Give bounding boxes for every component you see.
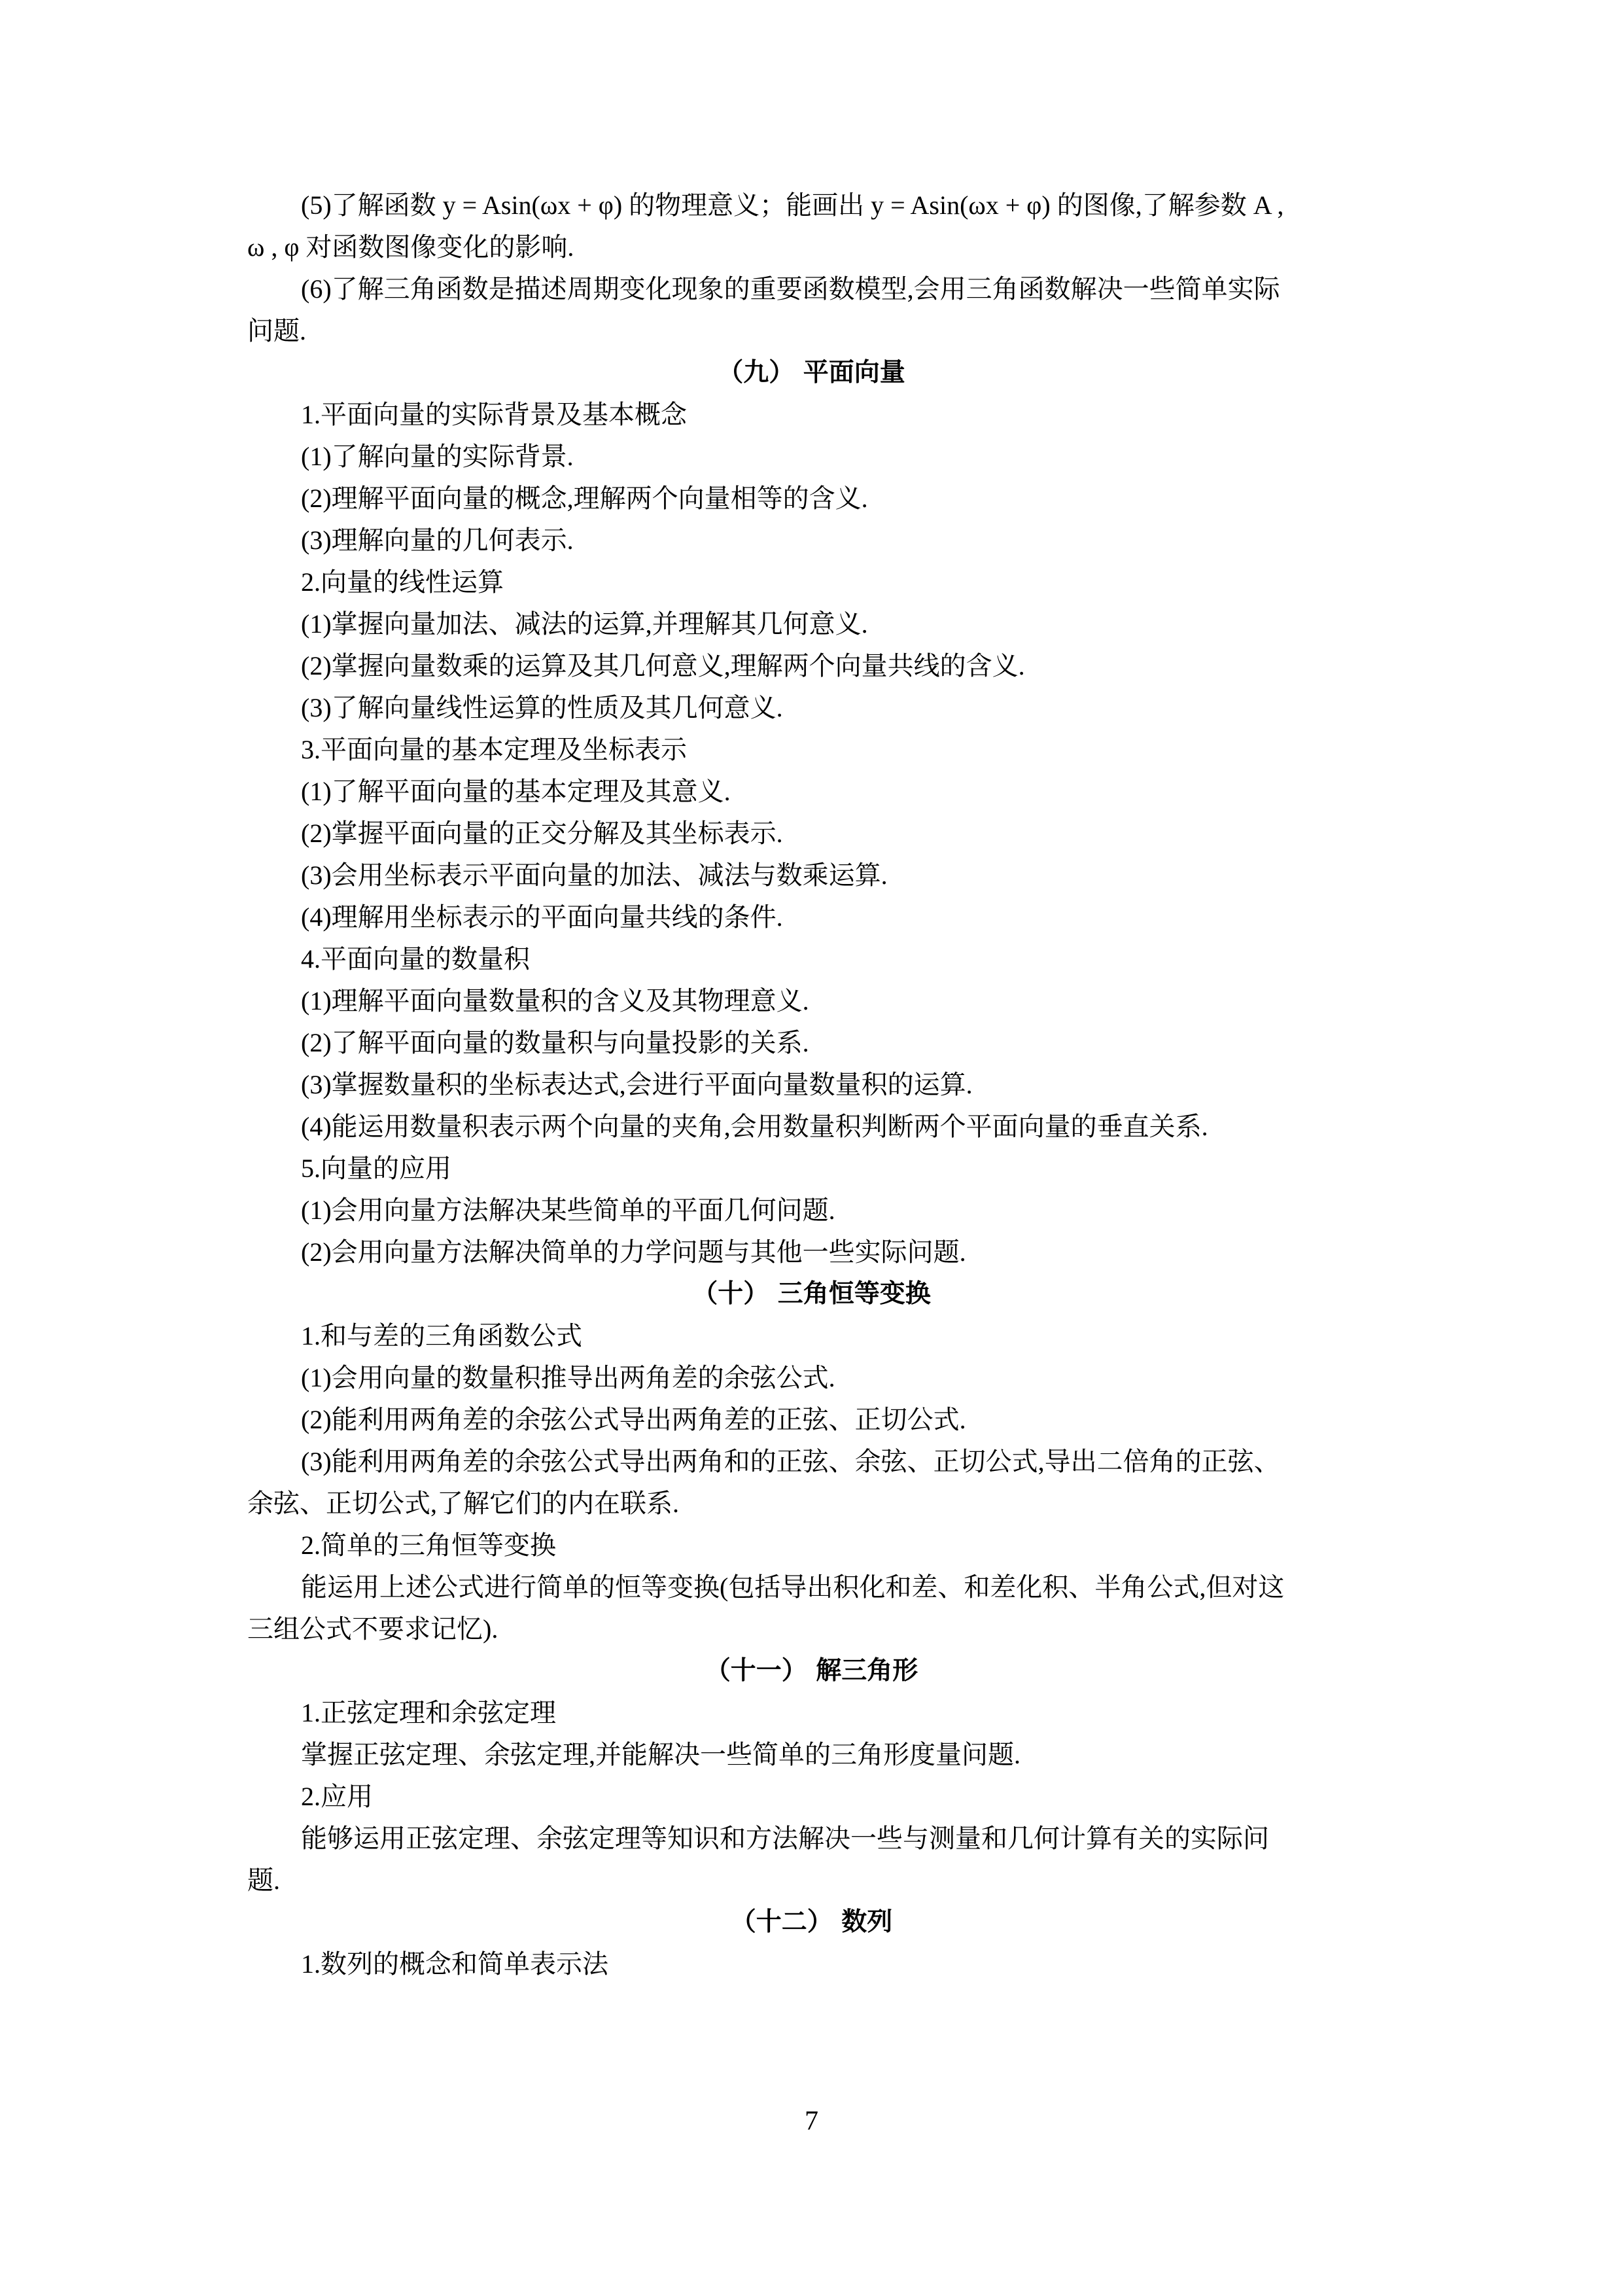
section-heading: （十一） 解三角形 (705, 1656, 918, 1686)
text-line: (2)掌握向量数乘的运算及其几何意义,理解两个向量共线的含义. (301, 651, 1025, 680)
text-line: (3)了解向量线性运算的性质及其几何意义. (301, 693, 783, 722)
text-line: (2)掌握平面向量的正交分解及其坐标表示. (301, 819, 783, 848)
text-line: (1)掌握向量加法、减法的运算,并理解其几何意义. (301, 609, 868, 639)
text-line: (2)理解平面向量的概念,理解两个向量相等的含义. (301, 484, 868, 513)
text-line: (3)能利用两角差的余弦公式导出两角和的正弦、余弦、正切公式,导出二倍角的正弦、 (301, 1447, 1280, 1476)
text-line: 2.向量的线性运算 (301, 567, 504, 597)
text-line: 1.和与差的三角函数公式 (301, 1321, 582, 1351)
section-heading: （十） 三角恒等变换 (692, 1279, 931, 1309)
text-line: (1)了解向量的实际背景. (301, 442, 574, 471)
text-line: 余弦、正切公式,了解它们的内在联系. (247, 1489, 679, 1518)
text-line: (2)能利用两角差的余弦公式导出两角差的正弦、正切公式. (301, 1405, 966, 1434)
text-line: 2.简单的三角恒等变换 (301, 1530, 556, 1560)
text-line: (4)理解用坐标表示的平面向量共线的条件. (301, 902, 783, 932)
text-line: (3)会用坐标表示平面向量的加法、减法与数乘运算. (301, 860, 888, 890)
text-line: (4)能运用数量积表示两个向量的夹角,会用数量积判断两个平面向量的垂直关系. (301, 1112, 1208, 1141)
text-line: 能够运用正弦定理、余弦定理等知识和方法解决一些与测量和几何计算有关的实际问 (301, 1824, 1269, 1853)
section-heading: （九） 平面向量 (718, 358, 905, 387)
text-line: (3)理解向量的几何表示. (301, 525, 574, 555)
text-line: 三组公式不要求记忆). (247, 1614, 498, 1644)
text-line: (2)了解平面向量的数量积与向量投影的关系. (301, 1028, 809, 1057)
text-line: 4.平面向量的数量积 (301, 944, 530, 974)
section-heading: （十二） 数列 (730, 1907, 893, 1937)
text-line: 1.平面向量的实际背景及基本概念 (301, 400, 687, 429)
text-line: 掌握正弦定理、余弦定理,并能解决一些简单的三角形度量问题. (301, 1740, 1021, 1769)
document-page (247, 186, 1376, 1987)
text-line: (3)掌握数量积的坐标表达式,会进行平面向量数量积的运算. (301, 1070, 973, 1099)
text-line: (1)理解平面向量数量积的含义及其物理意义. (301, 986, 809, 1016)
text-line: (2)会用向量方法解决简单的力学问题与其他一些实际问题. (301, 1237, 966, 1267)
page-number: 7 (805, 2106, 818, 2136)
text-line: 1.正弦定理和余弦定理 (301, 1698, 556, 1727)
text-line: 5.向量的应用 (301, 1154, 451, 1183)
text-line: (5)了解函数 y = Asin(ωx + φ) 的物理意义；能画出 y = Asin(ωx + φ) 的图像,了解参数 A , (301, 190, 1284, 220)
text-line: 3.平面向量的基本定理及坐标表示 (301, 735, 687, 764)
text-line: 题. (247, 1865, 280, 1895)
text-line: 问题. (247, 316, 306, 345)
text-line: ω , φ 对函数图像变化的影响. (247, 232, 574, 262)
text-line: (1)会用向量方法解决某些简单的平面几何问题. (301, 1195, 835, 1225)
text-line: (6)了解三角函数是描述周期变化现象的重要函数模型,会用三角函数解决一些简单实际 (301, 274, 1280, 304)
text-line: 2.应用 (301, 1782, 373, 1811)
text-line: (1)了解平面向量的基本定理及其意义. (301, 777, 731, 806)
text-line: 1.数列的概念和简单表示法 (301, 1949, 608, 1979)
text-line: (1)会用向量的数量积推导出两角差的余弦公式. (301, 1363, 835, 1392)
text-line: 能运用上述公式进行简单的恒等变换(包括导出积化和差、和差化积、半角公式,但对这 (301, 1572, 1285, 1602)
